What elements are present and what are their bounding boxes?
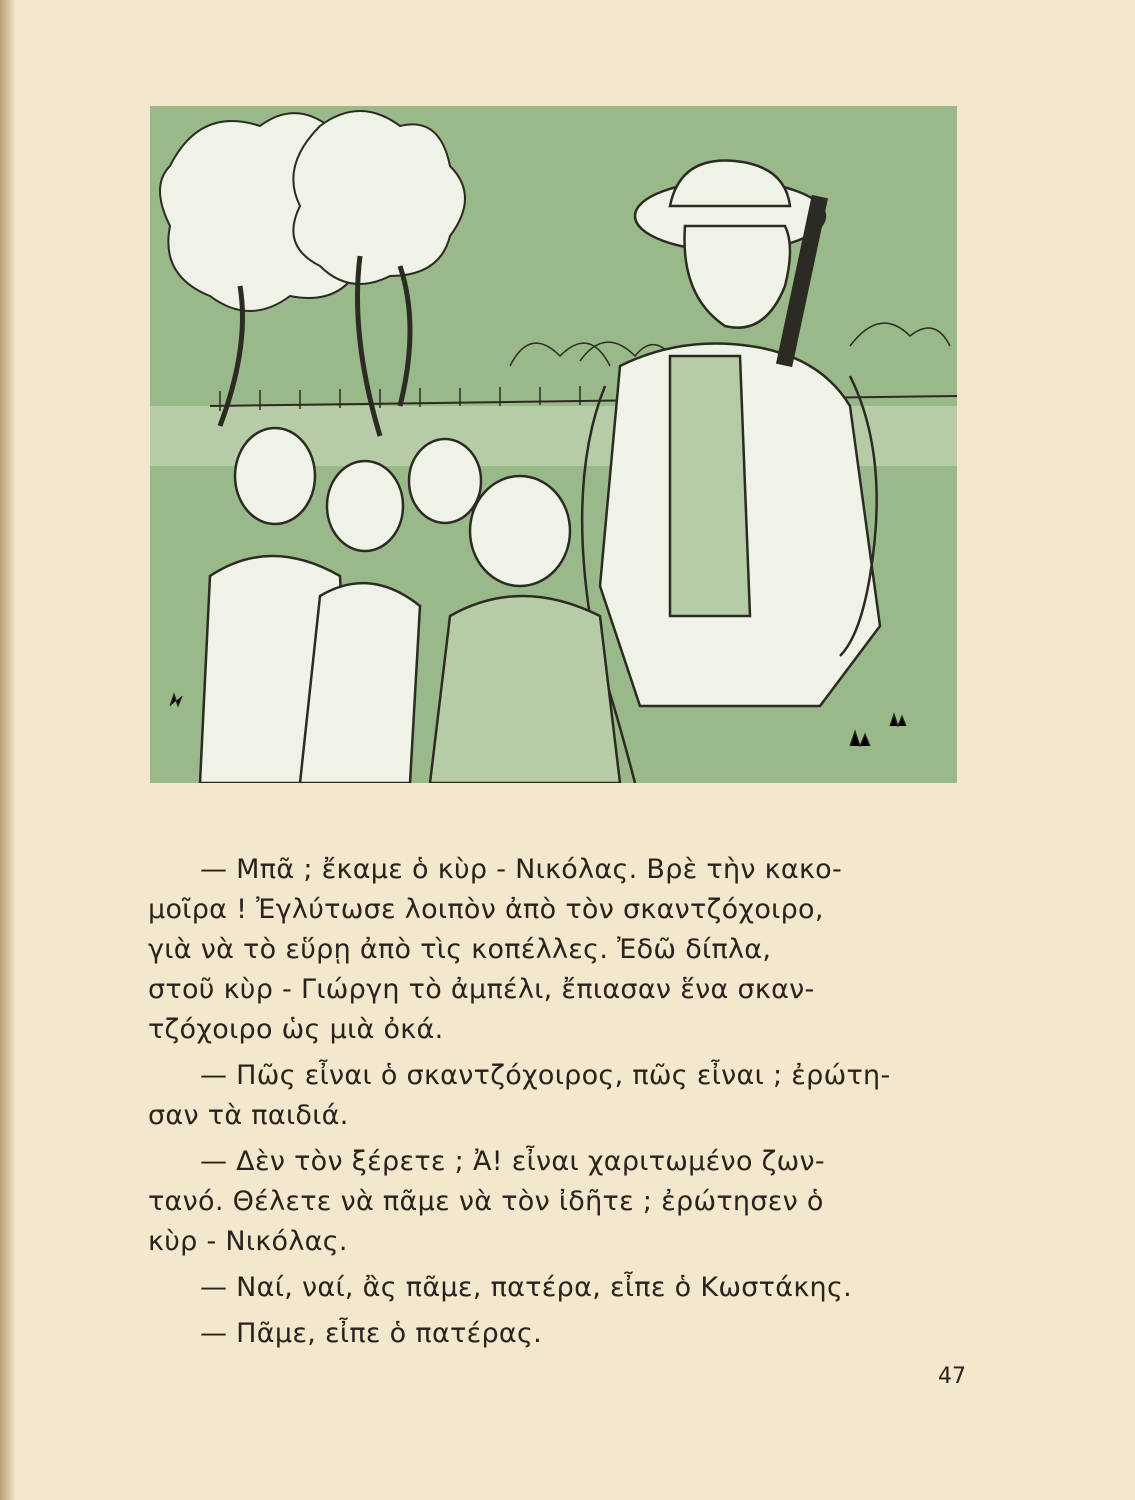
text-line: σαν τὰ παιδιά.	[148, 1100, 349, 1131]
text-line: μοῖρα ! Ἐγλύτωσε λοιπὸν ἀπὸ τὸν σκαντζόχοιρο,	[148, 894, 824, 925]
page-edge	[0, 0, 16, 1500]
text-line: — Ναί, ναί, ἂς πᾶμε, πατέρα, εἶπε ὁ Κωστάκης.	[200, 1272, 852, 1303]
text-line: τανό. Θέλετε νὰ πᾶμε νὰ τὸν ἰδῆτε ; ἐρώτησεν ὁ	[148, 1186, 824, 1217]
text-line: — Πῶς εἶναι ὁ σκαντζόχοιρος, πῶς εἶναι ; ἐρώτη-	[200, 1060, 891, 1091]
text-line: — Δὲν τὸν ξέρετε ; Ἀ! εἶναι χαριτωμένο ζων-	[200, 1146, 825, 1177]
paragraph-3	[148, 1142, 968, 1262]
paragraph-1	[148, 850, 968, 1050]
text-line: τζόχοιρο ὡς μιὰ ὀκά.	[148, 1014, 444, 1045]
illustration-farmer-with-children-icon	[150, 106, 957, 783]
text-line: — Πᾶμε, εἶπε ὁ πατέρας.	[200, 1318, 543, 1349]
body-text	[148, 850, 968, 1360]
text-line: — Μπᾶ ; ἔκαμε ὁ κὺρ - Νικόλας. Βρὲ τὴν κακο-	[200, 854, 843, 885]
paragraph-5	[148, 1314, 968, 1354]
text-line: στοῦ κὺρ - Γιώργη τὸ ἀμπέλι, ἔπιασαν ἕνα σκαν-	[148, 974, 815, 1005]
text-line: γιὰ νὰ τὸ εὕρῃ ἀπὸ τὶς κοπέλλες. Ἐδῶ δίπλα,	[148, 934, 772, 965]
paragraph-2	[148, 1056, 968, 1136]
illustration	[150, 106, 957, 783]
page-number: 47	[938, 1364, 966, 1389]
paragraph-4	[148, 1268, 968, 1308]
text-line: κὺρ - Νικόλας.	[148, 1226, 348, 1257]
